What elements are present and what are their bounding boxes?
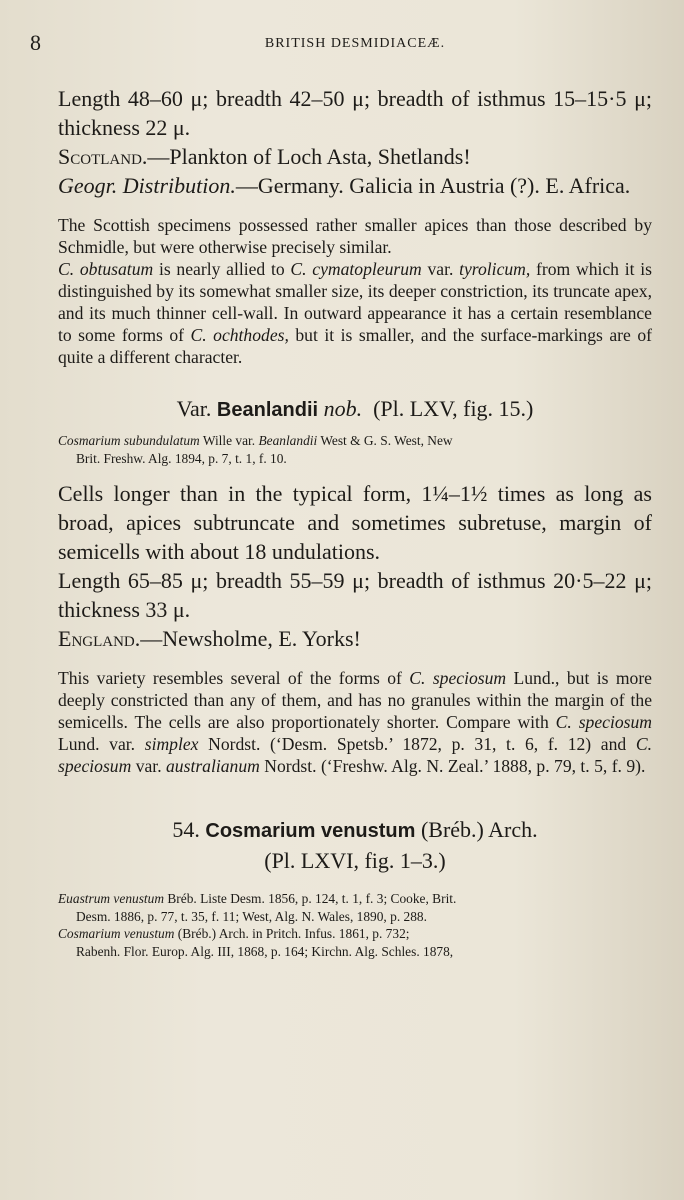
text-run: Wille var.: [199, 433, 259, 448]
taxon-name: Cosmarium venustum: [58, 926, 175, 941]
taxon-name: C. obtusatum: [58, 259, 154, 279]
taxon-name: tyrolicum,: [459, 259, 531, 279]
synonym-line: [58, 890, 652, 908]
synonym-continuation: Brit. Freshw. Alg. 1894, p. 7, t. 1, f. 10.: [76, 450, 287, 466]
variety-author: nob.: [318, 396, 363, 421]
text-run: West & G. S. West, New: [317, 433, 453, 448]
running-title: BRITISH DESMIDIACEÆ.: [264, 36, 446, 51]
variety-name: Beanlandii: [216, 399, 319, 421]
page-header: [30, 30, 652, 60]
taxon-name: simplex: [144, 734, 199, 754]
taxon-name: Beanlandii: [258, 433, 318, 448]
species-plate-ref: (Pl. LXVI, fig. 1–3.): [264, 848, 446, 873]
text-run: Nordst. (‘Desm. Spetsb.’ 1872, p. 31, t. 6, f. 12) and: [198, 734, 636, 754]
text-run: Lund., but is more deeply constricted than any of them, and has no granules within the margin of the semicells. The cells are also proportionately shorter. Compare with: [58, 668, 652, 732]
locality-scotland: [58, 142, 652, 171]
taxon-name: Cosmarium subundulatum: [58, 433, 200, 448]
variety-dimensions: Length 65–85 μ; breadth 55–59 μ; breadth of isthmus 20·5–22 μ; thickness 33 μ.: [58, 568, 652, 622]
distribution-paragraph: [58, 171, 652, 200]
synonym-continuation: Rabenh. Flor. Europ. Alg. III, 1868, p. 164; Kirchn. Alg. Schles. 1878,: [76, 943, 454, 959]
page-number: 8: [30, 30, 41, 55]
text-run: but it is smaller, and the surface-markings are of quite a different character.: [58, 325, 652, 367]
taxon-name: C. ochthodes,: [190, 325, 289, 345]
synonym-block-2: [58, 890, 652, 960]
variety-prefix: Var.: [176, 396, 217, 421]
dimensions-paragraph: Length 48–60 μ; breadth 42–50 μ; breadth of isthmus 15–15·5 μ; thickness 22 μ.: [58, 86, 652, 140]
text-run: var.: [131, 756, 166, 776]
taxon-name: Euastrum venustum: [58, 891, 165, 906]
text-run: Bréb. Liste Desm. 1856, p. 124, t. 1, f. 3; Cooke, Brit.: [164, 891, 457, 906]
locality-text: —Newsholme, E. Yorks!: [140, 626, 361, 651]
taxon-name: C. cymatopleurum: [290, 259, 422, 279]
variety-description: Cells longer than in the typical form, 1¼–1½ times as long as broad, apices subtruncate and sometimes subretuse, margin of semicells with about 18 undulations.: [58, 481, 652, 564]
text-run: Lund. var.: [58, 734, 145, 754]
region-label: Scotland.: [58, 144, 148, 169]
species-author: (Bréb.) Arch.: [415, 817, 538, 842]
taxon-name: C. speciosum: [409, 668, 507, 688]
text-run: is nearly allied to: [153, 259, 291, 279]
locality-text: —Plankton of Loch Asta, Shetlands!: [147, 144, 471, 169]
synonym-line: [58, 432, 652, 450]
note-paragraph-1: The Scottish specimens possessed rather smaller apices than those described by Schmidle, but were otherwise precisely similar.: [58, 215, 652, 257]
note-paragraph-3: [58, 667, 652, 777]
taxon-name: C. speciosum: [58, 734, 652, 776]
species-heading: [58, 815, 652, 846]
text-run: var.: [421, 259, 460, 279]
taxon-name: australianum: [166, 756, 260, 776]
distribution-label: Geogr. Distribution.: [58, 173, 236, 198]
region-label: England.: [58, 626, 141, 651]
text-run: This variety resembles several of the forms of: [58, 668, 410, 688]
text-run: from which it is distinguished by its somewhat smaller size, its deeper constriction, its truncate apex, and its much thinner cell-wall. In outward appearance it has a certain resemblance to some forms of: [58, 259, 652, 345]
variety-heading: [58, 396, 652, 422]
distribution-text: —Germany. Galicia in Austria (?). E. Africa.: [235, 173, 631, 198]
taxon-name: C. speciosum: [555, 712, 652, 732]
species-number: 54.: [172, 817, 206, 842]
species-name: Cosmarium venustum: [205, 820, 416, 842]
synonym-continuation: Desm. 1886, p. 77, t. 35, f. 11; West, Alg. N. Wales, 1890, p. 288.: [76, 908, 427, 924]
text-run: Nordst. (‘Freshw. Alg. N. Zeal.’ 1888, p. 79, t. 5, f. 9).: [259, 756, 646, 776]
locality-england: [58, 624, 652, 653]
text-run: (Bréb.) Arch. in Pritch. Infus. 1861, p. 732;: [174, 926, 410, 941]
variety-plate-ref: (Pl. LXV, fig. 15.): [362, 396, 534, 421]
synonym-line: [58, 925, 652, 943]
synonym-block-1: [58, 432, 652, 467]
note-paragraph-2: [58, 258, 652, 368]
